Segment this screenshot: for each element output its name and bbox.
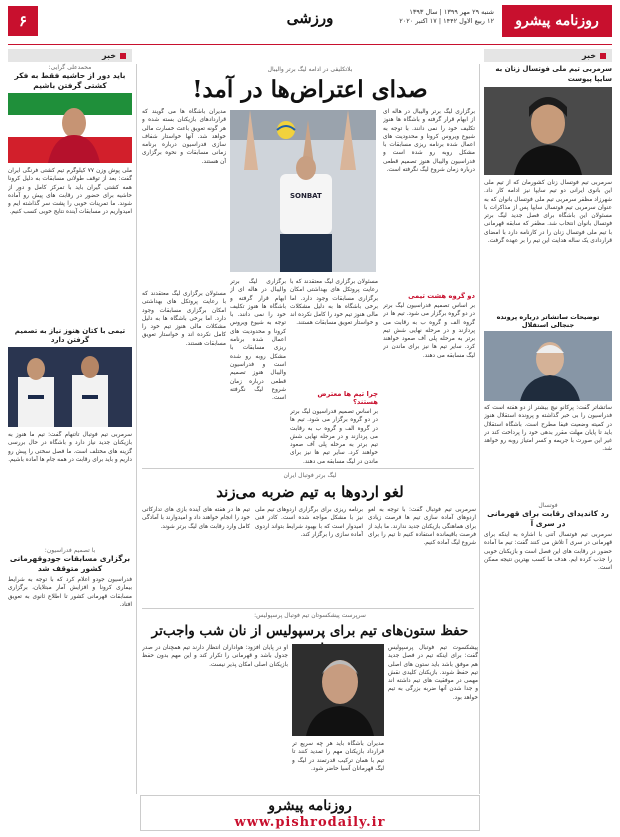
page-header <box>0 0 620 46</box>
left-subheadline: تیمی با کتان هنوز نیاز به تصمیم گرفتن دارد <box>14 327 126 344</box>
page-number: ۶ <box>8 6 38 36</box>
masthead-logo: روزنامه پیشرو <box>502 5 612 37</box>
lead-body-col4: مدیران باشگاه ها می گویند که قراردادهای بازیکنان بسته شده و هر گونه تعویق باعث خسارت مالی خواهد شد. آنها خواستار شفاف سازی فدراسیون درباره برنامه زمانی مسابقات و نحوه برگزاری آن هستند. <box>142 109 226 165</box>
news-label-left: خبر <box>8 49 132 62</box>
volleyball-photo <box>230 110 376 272</box>
mid-body-c: تیم ها در هفته های آینده بازی های تدارکاتی خود را انجام خواهند داد و امیدوارند با آمادگی کامل وارد رقابت های لیگ برتر شوند. <box>142 507 250 530</box>
section-title: ورزشی <box>286 9 334 27</box>
footer-url[interactable]: www.pishrodaily.ir <box>234 815 386 830</box>
right-headline: سرمربی تیم ملی فوتسال زنان به سایپا پیوست <box>495 65 612 83</box>
bottom-headline: حفظ ستون‌های تیم برای پرسپولیس از نان شب واجب‌تر <box>151 623 469 639</box>
lead-subheadline-1: دو گروه هشت تیمی <box>408 292 475 300</box>
bottom-body-c: او در پایان افزود: هواداران انتظار دارند تیم همچنان در صدر جدول باشد و قهرمانی را تکرار کند و این مهم بدون حفظ بازیکنان اصلی امکان پذیر نیست. <box>142 645 288 668</box>
square-icon <box>120 53 126 59</box>
lead-body-col3: مسئولان برگزاری لیگ معتقدند که با رعایت پروتکل های بهداشتی امکان برگزاری مسابقات وجود دارد. اما برخی باشگاه ها به دلیل مشکلات مالی هنوز تیم خود را کامل نکرده اند و خواستار تعویق مسابقات هستند. <box>290 279 378 327</box>
left-lower-headline: برگزاری مسابقات جودوقهرمانی کشور متوقف شد <box>9 554 131 573</box>
lead-body-col2: بر اساس تصمیم فدراسیون لیگ برتر در دو گروه برگزار می شود. تیم ها در گروه الف و گروه ب به رقابت می پردازند و در مرحله نهایی شش تیم برتر به مرحله پلی آف صعود خواهند کرد. سایر تیم ها نیز برای ماندن در لیگ مسابقه می دهند. <box>383 303 475 359</box>
column-divider <box>479 64 480 794</box>
wrestler-photo <box>8 93 132 163</box>
bottom-body-b: مدیران باشگاه باید هر چه سریع تر قرارداد بازیکنان مهم را تمدید کنند تا تیم با همان ترکیب قدرتمند در لیگ و لیگ قهرمانان آسیا حاضر شود. <box>292 741 384 772</box>
right-column <box>484 64 612 595</box>
right-body: سرمربی تیم فوتسال زنان کشورمان که از تیم ملی این بانوی ایرانی دو تیم سایپا نیز ادامه کار داد. شهرزاد مظفر سرمربی تیم ملی فوتسال بانوان که به عنوان سرمربی تیم فوتسال سایپا پس از مذاکرات با مسئولان این باشگاه برای فصل جدید لیگ برتر فوتسال بانوان انتخاب شد. مظفر که سابقه قهرمانی با تیم ملی فوتسال زنان را در کارنامه دارد با امضای قراردادی یک ساله هدایت این تیم را بر عهده گرفت. <box>484 180 612 245</box>
bottom-kicker: سرپرست پیشکسوتان تیم فوتبال پرسپولیس: <box>254 612 366 619</box>
footer-brand: روزنامه پیشرو <box>268 798 352 814</box>
date-line-1: شنبه ۲۹ مهر ۱۳۹۹ | سال ۱۳۹۳ <box>409 8 494 16</box>
square-icon <box>600 53 606 59</box>
left-kicker: محمدعلی گرایی: <box>48 64 92 71</box>
section-divider <box>142 468 474 469</box>
news-label-right: خبر <box>484 49 612 62</box>
date-block <box>364 8 494 26</box>
mid-body-b: برنامه ریزی برای برگزاری اردوهای تیم ملی نیز با مشکل مواجه شده است. کادر فنی امیدوار است که با بهبود شرایط بتواند اردوی آماده سازی را برگزار کند. <box>255 507 363 538</box>
left-body-2: سرمربی تیم فوتبال تاتنهام گفت: تیم ما هنوز به بازیکنان جدید نیاز دارد و باشگاه در حال بررسی گزینه های مختلف است. ما فصل سختی را پیش رو داریم و باید برای رقابت در همه جام ها آماده باشیم. <box>8 432 132 463</box>
lead-headline: صدای اعتراض‌ها در آمد! <box>192 76 428 103</box>
left-column <box>8 64 132 646</box>
section-divider <box>142 608 474 609</box>
coach-photo <box>484 87 612 175</box>
left-headline: باید دور از حاشیه فقط به فکر کشتی گرفتن باشیم <box>14 71 126 90</box>
header-rule <box>8 44 612 45</box>
lead-body-col6: مسئولان برگزاری لیگ معتقدند که با رعایت پروتکل های بهداشتی امکان برگزاری مسابقات وجود دارد. اما برخی باشگاه ها به دلیل مشکلات مالی هنوز تیم خود را کامل نکرده اند و خواستار تعویق مسابقات هستند. <box>142 291 226 347</box>
lead-col1-lower <box>383 290 475 474</box>
coach-photo-2 <box>484 331 612 401</box>
bottom-body-a: پیشکسوت تیم فوتبال پرسپولیس گفت: برای اینکه تیم در فصل جدید هم موفق باشد باید ستون های اصلی تیم حفظ شوند. بازیکنان کلیدی نقش مهمی در موفقیت های تیم داشته اند و جدا شدن آنها ضربه بزرگی به تیم خواهد بود. <box>388 645 478 701</box>
lead-col3 <box>290 278 378 468</box>
left-kicker-2: با تصمیم فدراسیون: <box>44 547 96 554</box>
right-subheadline: توضیحات ساتشاتر درباره پرونده جنجالی استقلال <box>496 313 600 329</box>
right-lower-body: سرمربی تیم فوتسال آتنی با اشاره به اینکه برای قهرمانی در سری آ تلاش می کنند گفت: تیم ما آماده حضور در رقابت های این فصل است و بازیکنان خوبی را جذب کرده ایم. هدف ما کسب بهترین نتیجه ممکن است. <box>484 532 612 572</box>
right-lower-kicker: فوتسال <box>538 502 558 509</box>
lead-body-col3b: بر اساس تصمیم فدراسیون لیگ برتر در دو گروه برگزار می شود. تیم ها در گروه الف و گروه ب به رقابت می پردازند و در مرحله نهایی شش تیم برتر به مرحله پلی آف صعود خواهند کرد. سایر تیم ها نیز برای ماندن در لیگ مسابقه می دهند. <box>290 409 378 465</box>
right-lower-headline: رد کاندیدای رقابت برای قهرمانی در سری آ <box>487 509 609 528</box>
date-line-2: ۱۲ ربیع الاول ۱۴۴۲ | ۱۷ اکتبر ۲۰۲۰ <box>399 17 494 25</box>
lead-body-col1: برگزاری لیگ برتر والیبال در هاله ای از ابهام قرار گرفته و باشگاه ها هنوز تکلیف خود را نمی دانند. با توجه به شیوع ویروس کرونا و محدودیت های اعمال شده برنامه ریزی مسابقات با مشکل روبه رو شده است و فدراسیون والیبال هنوز تصمیم قطعی درباره زمان شروع لیگ نگرفته است. <box>383 109 475 174</box>
official-photo <box>292 644 384 736</box>
lead-subheadline-2: چرا تیم ها معترض هستند؟ <box>317 390 378 406</box>
lead-body-col5: برگزاری لیگ برتر والیبال در هاله ای از ابهام قرار گرفته و باشگاه ها هنوز تکلیف خود را نمی دانند. با توجه به شیوع ویروس کرونا و محدودیت های اعمال شده برنامه ریزی مسابقات با مشکل روبه رو شده است و فدراسیون والیبال هنوز تصمیم قطعی درباره زمان شروع لیگ نگرفته است. <box>230 279 286 402</box>
right-body-2: ساتشاتر گفت: پرکانو نیچ بیشتر از دو هفته است که فدراسیون را بی خبر گذاشته و پرونده استقلال هنوز در کمیته وضعیت فیفا مطرح است. باشگاه استقلال باید تا پایان مهلت مقرر بدهی خود را پرداخت کند در غیر این صورت با جریمه و کسر امتیاز روبه رو خواهد شد. <box>484 405 612 453</box>
footer-banner <box>140 795 480 831</box>
mid-body-a: سرمربی تیم فوتبال گفت: با توجه به لغو اردوهای آماده سازی تیم ها فرصت زیادی برای هماهنگی بازیکنان جدید ندارند. ما باید از فرصت باقیمانده استفاده کنیم تا تیم را برای شروع لیگ آماده کنیم. <box>368 507 476 547</box>
lead-kicker: بلاتکلیفی در ادامه لیگ برتر والیبال <box>267 66 353 73</box>
mid-headline: لغو اردوها به تیم ضربه می‌زند <box>216 483 404 501</box>
left-lower-body: فدراسیون جودو اعلام کرد که با توجه به شرایط بیماری کرونا و افزایش آمار مبتلایان، برگزاری مسابقات قهرمانی کشور تا اطلاع ثانوی به تعویق افتاد. <box>8 577 132 608</box>
mid-kicker: لیگ برتر فوتبال ایران <box>283 472 337 479</box>
football-photo <box>8 347 132 427</box>
column-divider <box>136 64 137 794</box>
jersey-text: SONBAT <box>290 192 322 200</box>
left-body: ملی پوش وزن ۷۷ کیلوگرم تیم کشتی فرنگی ایران گفت: بعد از توقف طولانی مسابقات به دلیل کرونا همه کشتی گیران باید با تمرکز کامل و دور از حاشیه برای حضور در رقابت های پیش رو آماده شوند. ما تمرینات خوبی را پشت سر گذاشته ایم و امیدواریم در مسابقات آینده نتایج خوبی کسب کنیم. <box>8 168 132 216</box>
